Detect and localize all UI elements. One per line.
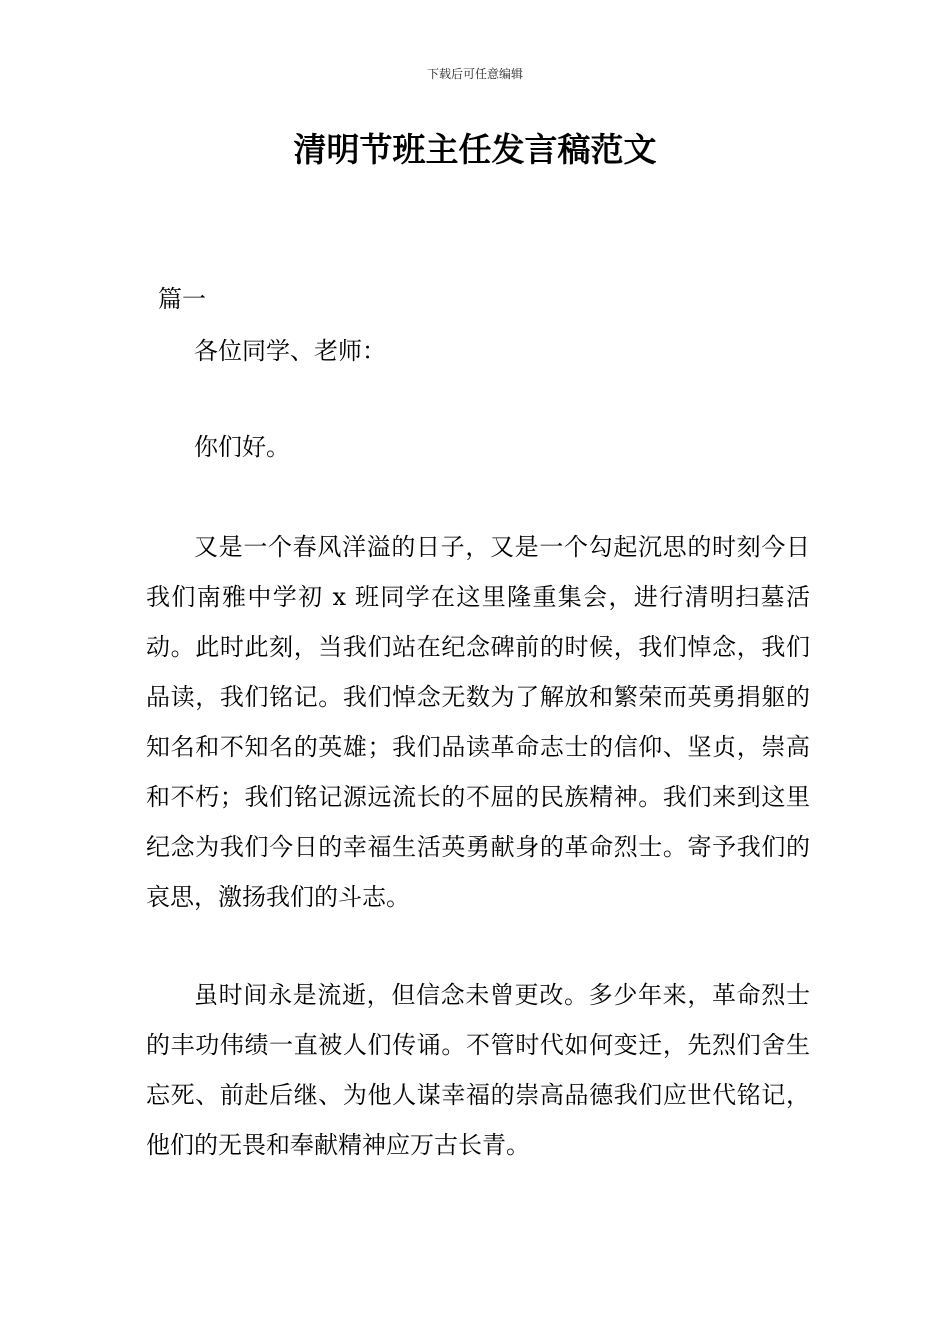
paragraph-body-1: 又是一个春风洋溢的日子，又是一个勾起沉思的时刻今日我们南雅中学初 x 班同学在这里隆重集会，进行清明扫墓活动。此时此刻，当我们站在纪念碑前的时候，我们悼念，我们品读，我们铭记。我们悼念无数为了解放和繁荣而英勇捐躯的知名和不知名的英雄；我们品读革命志士的信仰、坚贞，崇高和不朽；我们铭记源远流长的不屈的民族精神。我们来到这里纪念为我们今日的幸福生活英勇献身的革命烈士。寄予我们的哀思，激扬我们的斗志。 — [146, 533, 810, 911]
paragraph-body-2: 虽时间永是流逝，但信念未曾更改。多少年来，革命烈士的丰功伟绩一直被人们传诵。不管时代如何变迁，先烈们舍生忘死、前赴后继、为他人谋幸福的崇高品德我们应世代铭记，他们的无畏和奉献精神应万古长青。 — [146, 981, 810, 1159]
document-title: 清明节班主任发言稿范文 — [293, 130, 657, 169]
section-label: 篇一 — [158, 285, 206, 313]
header-note: 下载后可任意编辑 — [426, 67, 523, 81]
paragraph-hello: 你们好。 — [194, 433, 290, 461]
paragraph-greeting: 各位同学、老师： — [194, 337, 386, 365]
